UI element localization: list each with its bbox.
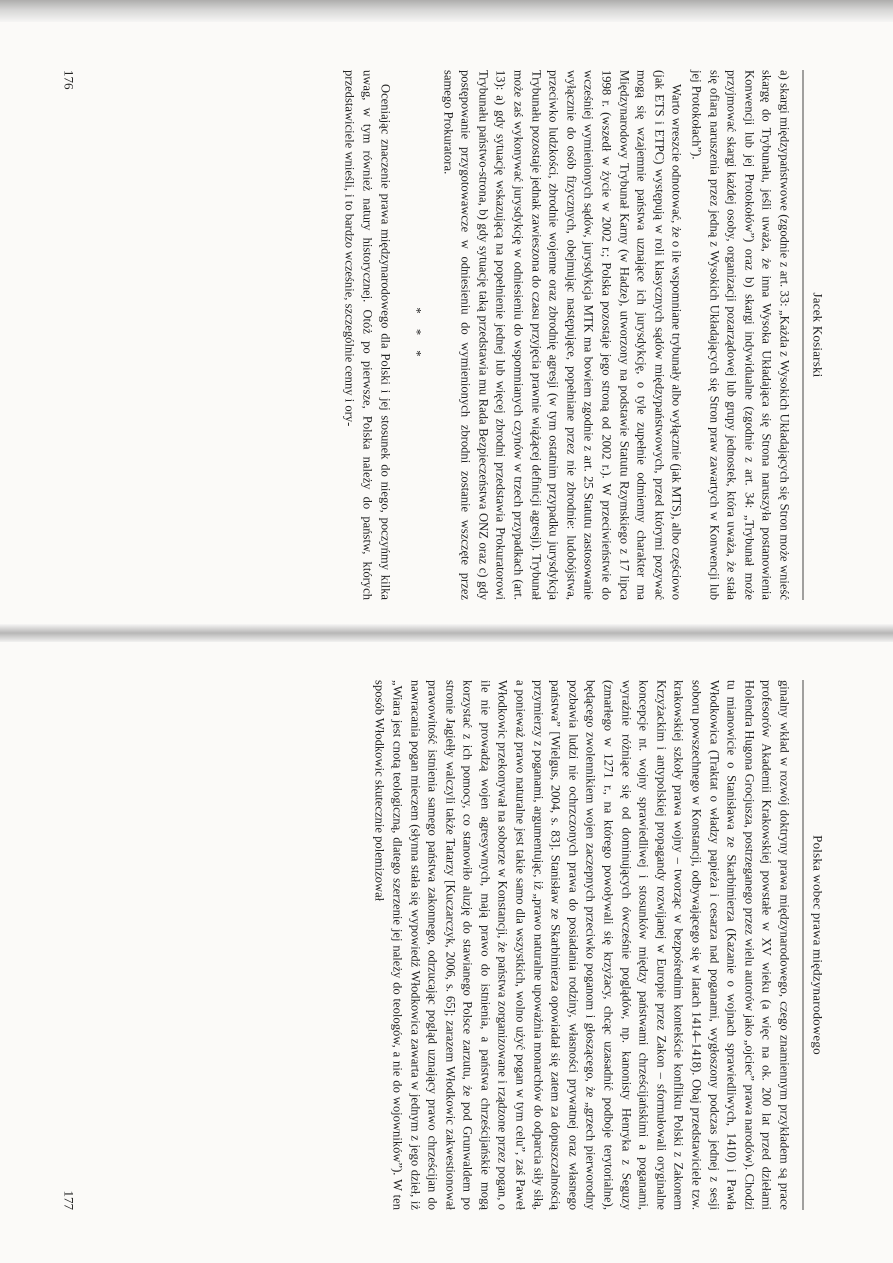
page-number-right: 177: [61, 1190, 76, 1210]
running-head-right: Polska wobec prawa międzynarodowego: [802, 680, 825, 1210]
page-177-rotated-content: [60, 680, 825, 1210]
section-separator: * * *: [409, 307, 424, 363]
page-number-left: 176: [61, 70, 76, 90]
page-177-body: [370, 680, 792, 1210]
page-176-rotated-content: [60, 70, 825, 600]
paragraph: ginalny wkład w rozwój doktryny prawa międzynarodowego, czego znamiennym przykładem są prace profesorów Akademii Krakowskiej powstałe w XV wieku (a więc na ok. 200 lat przed dziełami Holendra Hugona Grocjusza, postrzeganego przez wielu autorów jako „ojciec” prawa narodów). Chodzi tu mianowicie o Stanisława ze Skarbimierza (Kazanie o wojnach sprawiedliwych, 1410) i Pawła Włodkowica (Traktat o władzy papieża i cesarza nad poganami, wygłoszony podczas jednej z sesji soboru powszechnego w Konstancji, odbywającego się w latach 1414–1418). Obaj przedstawiciele tzw. krakowskiej szkoły prawa wojny – tworząc w bezpośrednim kontekście konfliktu Polski z Zakonem Krzyżackim i antypolskiej propagandy rozwijanej w Europie przez Zakon – sformułowali oryginalne koncepcje nt. wojny sprawiedliwej i stosunków między państwami chrześcijańskimi a poganami, wyraźnie różniące się od dominujących ówcześnie poglądów, np. kanonisty Henryka z Seguzy (zmarłego w 1271 r., na którego powoływali się krzyżacy, chcąc uzasadnić podboje terytorialne), będącego zwolennikiem wojen zaczepnych przeciwko poganom i głoszącego, że „grzech pierworodny pozbawia ludzi nie ochrzczonych prawa do posiadania rodziny, własności prywatnej oraz własnego państwa” [Wielgus, 2004, s. 83]. Stanisław ze Skarbimierza opowiadał się zatem za dopuszczalnością przymierzy z poganami, argumentując, iż „prawo naturalne upoważnia monarchów do odparcia siły siłą, a ponieważ prawo naturalne jest takie samo dla wszystkich, wolno użyć pogan w tym celu”, zaś Paweł Włodkowic przekonywał na soborze w Konstancji, że państwa zorganizowane i rządzone przez pogan, o ile nie prowadzą wojen agresywnych, mają prawo do istnienia, a państwa chrześcijańskie mogą korzystać z ich pomocy, co stanowiło aluzję do stawianego Polsce zarzutu, że pod Grunwaldem po stronie Jagiełły walczyli także Tatarzy [Kuczarczyk, 2006, s. 65]; zarazem Włodkowic zakwestionował prawowitość istnienia samego państwa zakonnego, odrzucając pogląd uznający prawo chrześcijan do nawracania pogan mieczem (słynna stała się wypowiedź Włodkowica zawarta w jednym z jego dzieł, iż „Wiara jest cnotą teologiczną, dlatego szerzenie jej należy do teologów, a nie do wojowników”). W ten sposób Włodkowic skutecznie polemizował: [372, 680, 791, 1210]
page-177: [60, 680, 825, 1210]
running-head-left: Jacek Kosiarski: [802, 70, 825, 600]
paragraph: Warto wreszcie odnotować, że o ile wspomniane trybunały albo wyłącznie (jak MTS), albo częściowo (jak ETS i ETPC) występują w roli klasycznych sądów międzypaństwowych, przed którymi pozywać mogą się wzajemnie państwa uznające ich jurysdykcję, o tyle zupełnie odmienny charakter ma Międzynarodowy Trybunał Karny (w Hadze), utworzony na podstawie Statutu Rzymskiego z 17 lipca 1998 r. (wszedł w życie w 2002 r.; Polska pozostaje jego stroną od 2002 r.). W przeciwieństwie do wcześniej wymienionych sądów, jurysdykcja MTK ma bowiem zgodnie z art. 25 Statutu zastosowanie wyłącznie do osób fizycznych, obejmując następujące, popełniane przez nie zbrodnie: ludobójstwa, przeciwko ludzkości, zbrodnie wojenne oraz zbrodnię agresji (w tym ostatnim przypadku jurysdykcja Trybunału pozostaje jednak zawieszona do czasu przyjęcia prawnie wiążącej definicji agresji). Trybunał może zaś wykonywać jurysdykcję w odniesieniu do wspomnianych czynów w trzech przypadkach (art. 13): a) gdy sytuację wskazującą na popełnienie jednej lub więcej zbrodni przedstawia Prokuratorowi Trybunału państwo-strona, b) gdy sytuację taką przedstawia mu Rada Bezpieczeństwa ONZ oraz c) gdy postępowanie przygotowawcze w odniesieniu do wymienionych zbrodni zostanie wszczęte przez samego Prokuratora.: [440, 70, 684, 600]
page-176-body: [340, 70, 792, 600]
page-176: [60, 70, 825, 600]
scan-edge-shadow: [0, 0, 893, 22]
paragraph: a) skargi międzypaństwowe (zgodnie z art. 33: „Każda z Wysokich Układających się Stron może wnieść skargę do Trybunału, jeśli uważa, że inna Wysoka Układająca się Strona naruszyła postanowienia Konwencji lub jej Protokołów”) oraz b) skargi indywidualne (zgodnie z art. 34: „Trybunał może przyjmować skargi każdej osoby, organizacji pozarządowej lub grupy jednostek, która uważa, że stała się ofiarą naruszenia przez jedną z Wysokich Układających się Stron praw zawartych w Konwencji lub jej Protokołach”).: [689, 70, 791, 600]
book-gutter-shadow: [0, 624, 893, 642]
paragraph: Oceniając znaczenie prawa międzynarodowego dla Polski i jej stosunek do niego, poczyńmy kilka uwag, w tym również natury historycznej. Otóż po pierwsze, Polska należy do państw, których przedstawiciele wnieśli, i to bardzo wcześnie, szczególnie cenny i ory-: [342, 70, 392, 600]
